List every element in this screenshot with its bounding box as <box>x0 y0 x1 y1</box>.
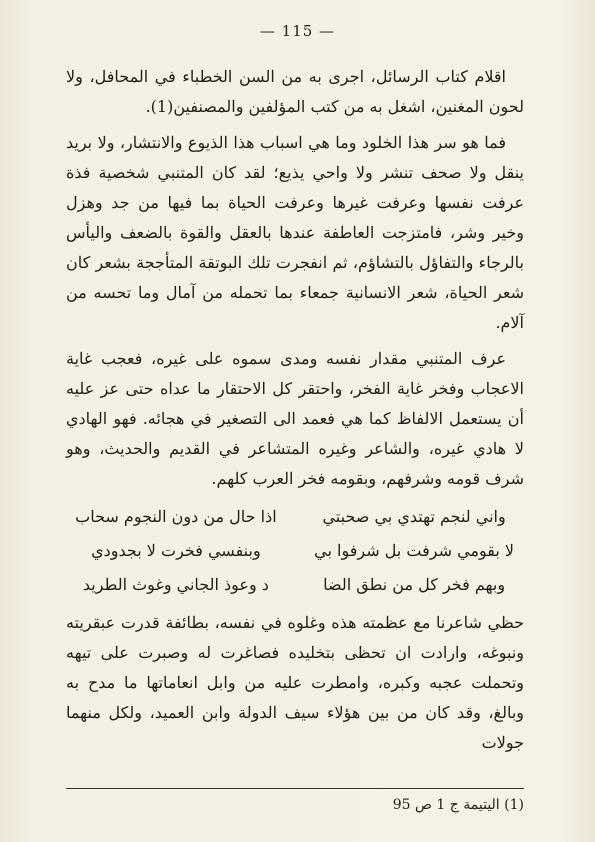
verse-second-hemistich: وبنفسي فخرت لا بجدودي <box>91 541 261 560</box>
verse-second-hemistich: د وعوذ الجاني وغوث الطريد <box>82 575 269 594</box>
poem-verses <box>66 500 524 602</box>
paragraph-2: فما هو سر هذا الخلود وما هي اسباب هذا الذيوع والانتشار، ولا بريد ينقل ولا صحف تنشر ولا واحي يذيع؛ لقد كان المتنبي شخصية فذة عرفت نفسها وعرفت غيرها وعرفت الحياة بما فيها من جد وهزل وخير وشر، فامتزجت العاطفة عندها بالعقل والقوة بالضعف واليأس بالرجاء والتفاؤل بالتشاؤم، ثم انفجرت تلك البوتقة المتأججة بشعر كان شعر الحياة، شعر الانسانية جمعاء بما تحمله من آمال وما تحسه من آلام. <box>66 133 525 332</box>
verse-first-hemistich: وبهم فخر كل من نطق الضا <box>323 575 506 594</box>
verse-second-hemistich: اذا حال من دون النجوم سحاب <box>75 507 277 526</box>
verse-line <box>66 534 524 568</box>
paragraph-3: عرف المتنبي مقدار نفسه ومدى سموه على غيره، فعجب غاية الاعجاب وفخر غاية الفخر، واحتقر كل الاحتقار ما عداه حتى عز عليه أن يستعمل الالفاظ كما هي فعمد الى التصغير في هجائه. فهو الهادي لا هادي غيره، والشاعر وغيره المتشاعر في القديم والحديث، وهو شرف قومه وشرفهم، وبقومه فخر العرب كلهم. <box>66 349 524 488</box>
page-number: — 115 — <box>259 22 336 40</box>
paragraph-1: اقلام كتاب الرسائل، اجرى به من السن الخطباء في المحافل، ولا لحون المغنين، اشغل به من كتب المؤلفين والمصنفين(1). <box>66 67 524 116</box>
verse-first-hemistich: لا بقومي شرفت بل شرفوا بي <box>314 541 514 560</box>
closing-paragraph: حظي شاعرنا مع عظمته هذه وغلوه في نفسه، بطائفة قدرت عبقريته ونبوغه، وارادت ان تحظى بتخليده فصاغرت له وصبرت على تيهه وتحملت عجبه وكبره، وامطرت عليه من وابل انعاماتها ما مدح به وبالغ، وقد كان من بين هؤلاء سيف الدولة وابن العميد، ولكل منهما جولات <box>66 613 524 752</box>
verse-line <box>66 500 524 534</box>
footnote-divider <box>66 788 524 789</box>
verse-first-hemistich: واني لنجم تهتدي بي صحبتي <box>322 507 506 526</box>
verse-line <box>66 568 524 602</box>
footnote: (1) اليتيمة ج 1 ص 95 <box>392 797 524 813</box>
main-text <box>66 62 524 758</box>
